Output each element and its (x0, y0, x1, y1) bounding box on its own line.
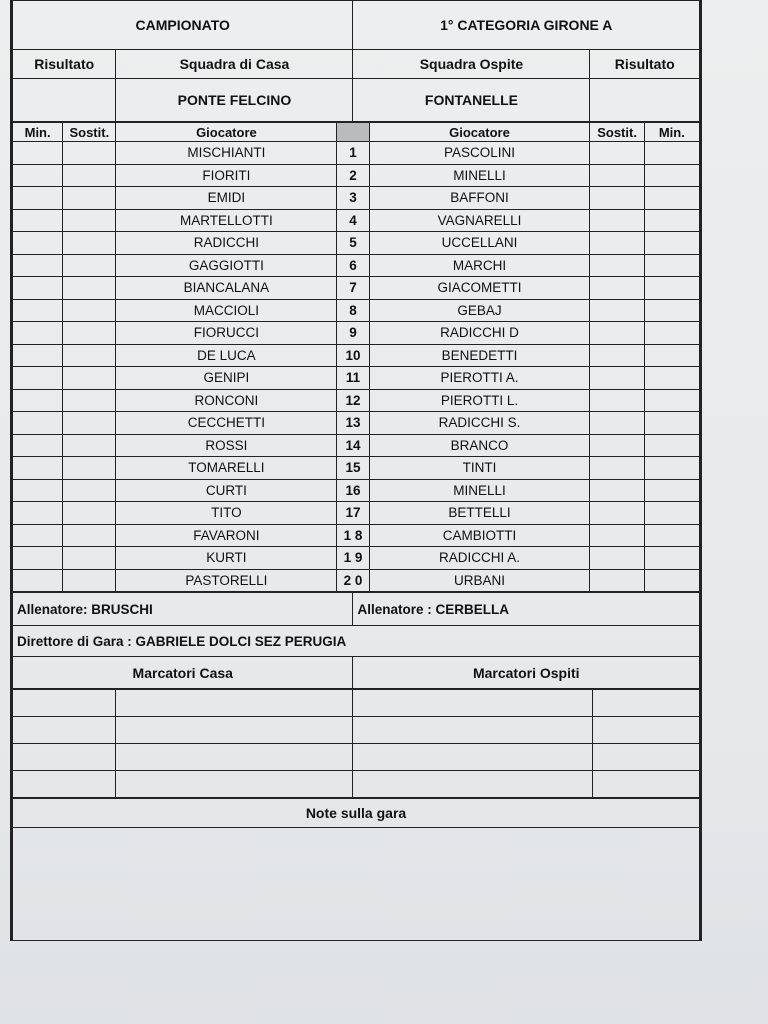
sostit-away-cell (590, 389, 644, 412)
player-number: 7 (337, 277, 369, 300)
min-away-cell (644, 524, 699, 547)
min-away-cell (644, 254, 699, 277)
sostit-home-cell (63, 322, 116, 345)
away-player-name: GEBAJ (369, 299, 590, 322)
marcatori-ospiti-label: Marcatori Ospiti (353, 657, 700, 689)
min-home-cell (13, 479, 63, 502)
player-number: 10 (337, 344, 369, 367)
player-row (13, 277, 700, 300)
away-player-name: BETTELLI (369, 502, 590, 525)
player-number: 17 (337, 502, 369, 525)
sostit-home-cell (63, 254, 116, 277)
away-team-name: FONTANELLE (353, 79, 590, 122)
player-number: 15 (337, 457, 369, 480)
min-home-cell (13, 569, 63, 592)
away-player-name: GIACOMETTI (369, 277, 590, 300)
note-sulla-gara-label: Note sulla gara (13, 799, 700, 828)
away-player-name: PIEROTTI L. (369, 389, 590, 412)
home-player-name: CECCHETTI (116, 412, 337, 435)
risultato-away-value (590, 79, 700, 122)
sostit-away-cell (590, 232, 644, 255)
min-away-cell (644, 457, 699, 480)
sostit-home-cell (63, 277, 116, 300)
sostit-home-cell (63, 164, 116, 187)
team-names-row (13, 79, 700, 122)
player-number: 1 (337, 142, 369, 165)
player-row (13, 524, 700, 547)
title-row (13, 1, 700, 50)
player-number: 2 (337, 164, 369, 187)
player-row (13, 142, 700, 165)
sostit-home-cell (63, 502, 116, 525)
min-away-cell (644, 479, 699, 502)
sostit-away-cell (590, 547, 644, 570)
min-away-cell (644, 187, 699, 210)
min-home-cell (13, 299, 63, 322)
scorer-row (13, 690, 700, 717)
player-number: 1 9 (337, 547, 369, 570)
player-row (13, 322, 700, 345)
player-number: 4 (337, 209, 369, 232)
min-home-cell (13, 254, 63, 277)
player-row (13, 299, 700, 322)
away-player-name: BRANCO (369, 434, 590, 457)
min-home-cell (13, 524, 63, 547)
number-header (337, 123, 369, 142)
min-away-cell (644, 209, 699, 232)
away-player-name: BENEDETTI (369, 344, 590, 367)
min-away-cell (644, 299, 699, 322)
player-number: 9 (337, 322, 369, 345)
notes-table (12, 798, 700, 941)
match-report-form (10, 0, 702, 941)
sostit-home-cell (63, 142, 116, 165)
min-home-cell (13, 209, 63, 232)
player-row (13, 434, 700, 457)
sostit-home-cell (63, 412, 116, 435)
min-away-cell (644, 434, 699, 457)
sostit-home-cell (63, 389, 116, 412)
player-row (13, 367, 700, 390)
player-row (13, 569, 700, 592)
notes-area (13, 828, 700, 941)
min-home-cell (13, 187, 63, 210)
min-home-cell (13, 322, 63, 345)
player-number: 16 (337, 479, 369, 502)
player-row (13, 547, 700, 570)
min-home-cell (13, 232, 63, 255)
player-number: 13 (337, 412, 369, 435)
player-number: 5 (337, 232, 369, 255)
coaches-row (13, 593, 700, 626)
sostit-home-cell (63, 187, 116, 210)
home-player-name: BIANCALANA (116, 277, 337, 300)
scorers-header-row (13, 657, 700, 689)
sostit-away-cell (590, 569, 644, 592)
min-home-cell (13, 502, 63, 525)
player-row (13, 479, 700, 502)
player-number: 2 0 (337, 569, 369, 592)
sostit-away-cell (590, 479, 644, 502)
player-number: 11 (337, 367, 369, 390)
sostit-home-cell (63, 344, 116, 367)
sostit-away-cell (590, 142, 644, 165)
sostit-away-cell (590, 187, 644, 210)
player-row (13, 254, 700, 277)
home-player-name: PASTORELLI (116, 569, 337, 592)
home-player-name: FIORITI (116, 164, 337, 187)
away-player-name: UCCELLANI (369, 232, 590, 255)
team-labels-row (13, 50, 700, 79)
sostit-home-cell (63, 479, 116, 502)
min-away-cell (644, 164, 699, 187)
home-player-name: KURTI (116, 547, 337, 570)
referee: Direttore di Gara : GABRIELE DOLCI SEZ PERUGIA (13, 626, 700, 657)
scorer-row (13, 717, 700, 744)
sostit-home-cell (63, 434, 116, 457)
player-row (13, 412, 700, 435)
player-row (13, 232, 700, 255)
player-row (13, 389, 700, 412)
home-player-name: GENIPI (116, 367, 337, 390)
home-player-name: MARTELLOTTI (116, 209, 337, 232)
home-player-name: CURTI (116, 479, 337, 502)
sostit-home-cell (63, 232, 116, 255)
giocatore-home-header: Giocatore (116, 123, 337, 142)
min-away-cell (644, 277, 699, 300)
player-row (13, 209, 700, 232)
player-number: 8 (337, 299, 369, 322)
sostit-home-cell (63, 457, 116, 480)
squadra-casa-label: Squadra di Casa (116, 50, 353, 79)
away-player-name: MINELLI (369, 164, 590, 187)
home-player-name: RONCONI (116, 389, 337, 412)
sostit-away-cell (590, 209, 644, 232)
categoria-label: 1° CATEGORIA GIRONE A (353, 1, 700, 50)
referee-row (13, 626, 700, 657)
sostit-home-cell (63, 367, 116, 390)
away-player-name: CAMBIOTTI (369, 524, 590, 547)
campionato-label: CAMPIONATO (13, 1, 353, 50)
away-player-name: MINELLI (369, 479, 590, 502)
sostit-away-cell (590, 277, 644, 300)
min-away-cell (644, 367, 699, 390)
player-row (13, 164, 700, 187)
risultato-away-label: Risultato (590, 50, 700, 79)
sostit-away-cell (590, 344, 644, 367)
min-away-cell (644, 569, 699, 592)
sostit-away-cell (590, 412, 644, 435)
home-player-name: MACCIOLI (116, 299, 337, 322)
scorers-table (12, 689, 700, 798)
min-home-cell (13, 142, 63, 165)
home-player-name: GAGGIOTTI (116, 254, 337, 277)
sostit-home-cell (63, 524, 116, 547)
min-home-cell (13, 547, 63, 570)
player-rows (13, 142, 700, 592)
sostit-home-cell (63, 209, 116, 232)
giocatore-away-header: Giocatore (369, 123, 590, 142)
away-player-name: PIEROTTI A. (369, 367, 590, 390)
marcatori-casa-label: Marcatori Casa (13, 657, 353, 689)
home-player-name: EMIDI (116, 187, 337, 210)
sostit-away-cell (590, 434, 644, 457)
away-player-name: BAFFONI (369, 187, 590, 210)
player-row (13, 187, 700, 210)
min-away-cell (644, 389, 699, 412)
sostit-away-cell (590, 524, 644, 547)
scorer-row (13, 744, 700, 771)
staff-table (12, 592, 700, 689)
home-player-name: FIORUCCI (116, 322, 337, 345)
min-home-cell (13, 389, 63, 412)
sostit-away-cell (590, 299, 644, 322)
risultato-home-value (13, 79, 116, 122)
min-home-cell (13, 277, 63, 300)
min-home-cell (13, 412, 63, 435)
min-home-cell (13, 367, 63, 390)
min-home-header: Min. (13, 123, 63, 142)
away-player-name: RADICCHI D (369, 322, 590, 345)
sostit-away-cell (590, 254, 644, 277)
column-headers-row (13, 123, 700, 142)
home-player-name: TOMARELLI (116, 457, 337, 480)
sostit-away-header: Sostit. (590, 123, 644, 142)
min-home-cell (13, 434, 63, 457)
min-away-cell (644, 142, 699, 165)
player-row (13, 344, 700, 367)
min-away-cell (644, 547, 699, 570)
squadra-ospite-label: Squadra Ospite (353, 50, 590, 79)
player-row (13, 457, 700, 480)
away-player-name: VAGNARELLI (369, 209, 590, 232)
away-player-name: RADICCHI S. (369, 412, 590, 435)
away-player-name: URBANI (369, 569, 590, 592)
sostit-home-cell (63, 547, 116, 570)
min-away-header: Min. (644, 123, 699, 142)
min-away-cell (644, 322, 699, 345)
min-away-cell (644, 344, 699, 367)
sostit-away-cell (590, 367, 644, 390)
home-team-name: PONTE FELCINO (116, 79, 353, 122)
home-player-name: MISCHIANTI (116, 142, 337, 165)
sostit-away-cell (590, 322, 644, 345)
away-coach: Allenatore : CERBELLA (353, 593, 700, 626)
min-home-cell (13, 344, 63, 367)
home-player-name: FAVARONI (116, 524, 337, 547)
min-home-cell (13, 164, 63, 187)
min-away-cell (644, 232, 699, 255)
notes-body-row (13, 828, 700, 941)
sostit-away-cell (590, 164, 644, 187)
notes-header-row (13, 799, 700, 828)
sostit-away-cell (590, 502, 644, 525)
player-number: 1 8 (337, 524, 369, 547)
min-away-cell (644, 502, 699, 525)
player-row (13, 502, 700, 525)
home-player-name: TITO (116, 502, 337, 525)
away-player-name: PASCOLINI (369, 142, 590, 165)
scorer-row (13, 771, 700, 798)
away-player-name: RADICCHI A. (369, 547, 590, 570)
away-player-name: TINTI (369, 457, 590, 480)
sostit-home-header: Sostit. (63, 123, 116, 142)
header-table (12, 0, 700, 122)
home-player-name: ROSSI (116, 434, 337, 457)
player-number: 14 (337, 434, 369, 457)
home-coach: Allenatore: BRUSCHI (13, 593, 353, 626)
player-number: 6 (337, 254, 369, 277)
player-number: 12 (337, 389, 369, 412)
sostit-away-cell (590, 457, 644, 480)
sostit-home-cell (63, 299, 116, 322)
player-number: 3 (337, 187, 369, 210)
home-player-name: RADICCHI (116, 232, 337, 255)
sostit-home-cell (63, 569, 116, 592)
risultato-home-label: Risultato (13, 50, 116, 79)
min-home-cell (13, 457, 63, 480)
away-player-name: MARCHI (369, 254, 590, 277)
home-player-name: DE LUCA (116, 344, 337, 367)
players-table (12, 122, 700, 592)
min-away-cell (644, 412, 699, 435)
